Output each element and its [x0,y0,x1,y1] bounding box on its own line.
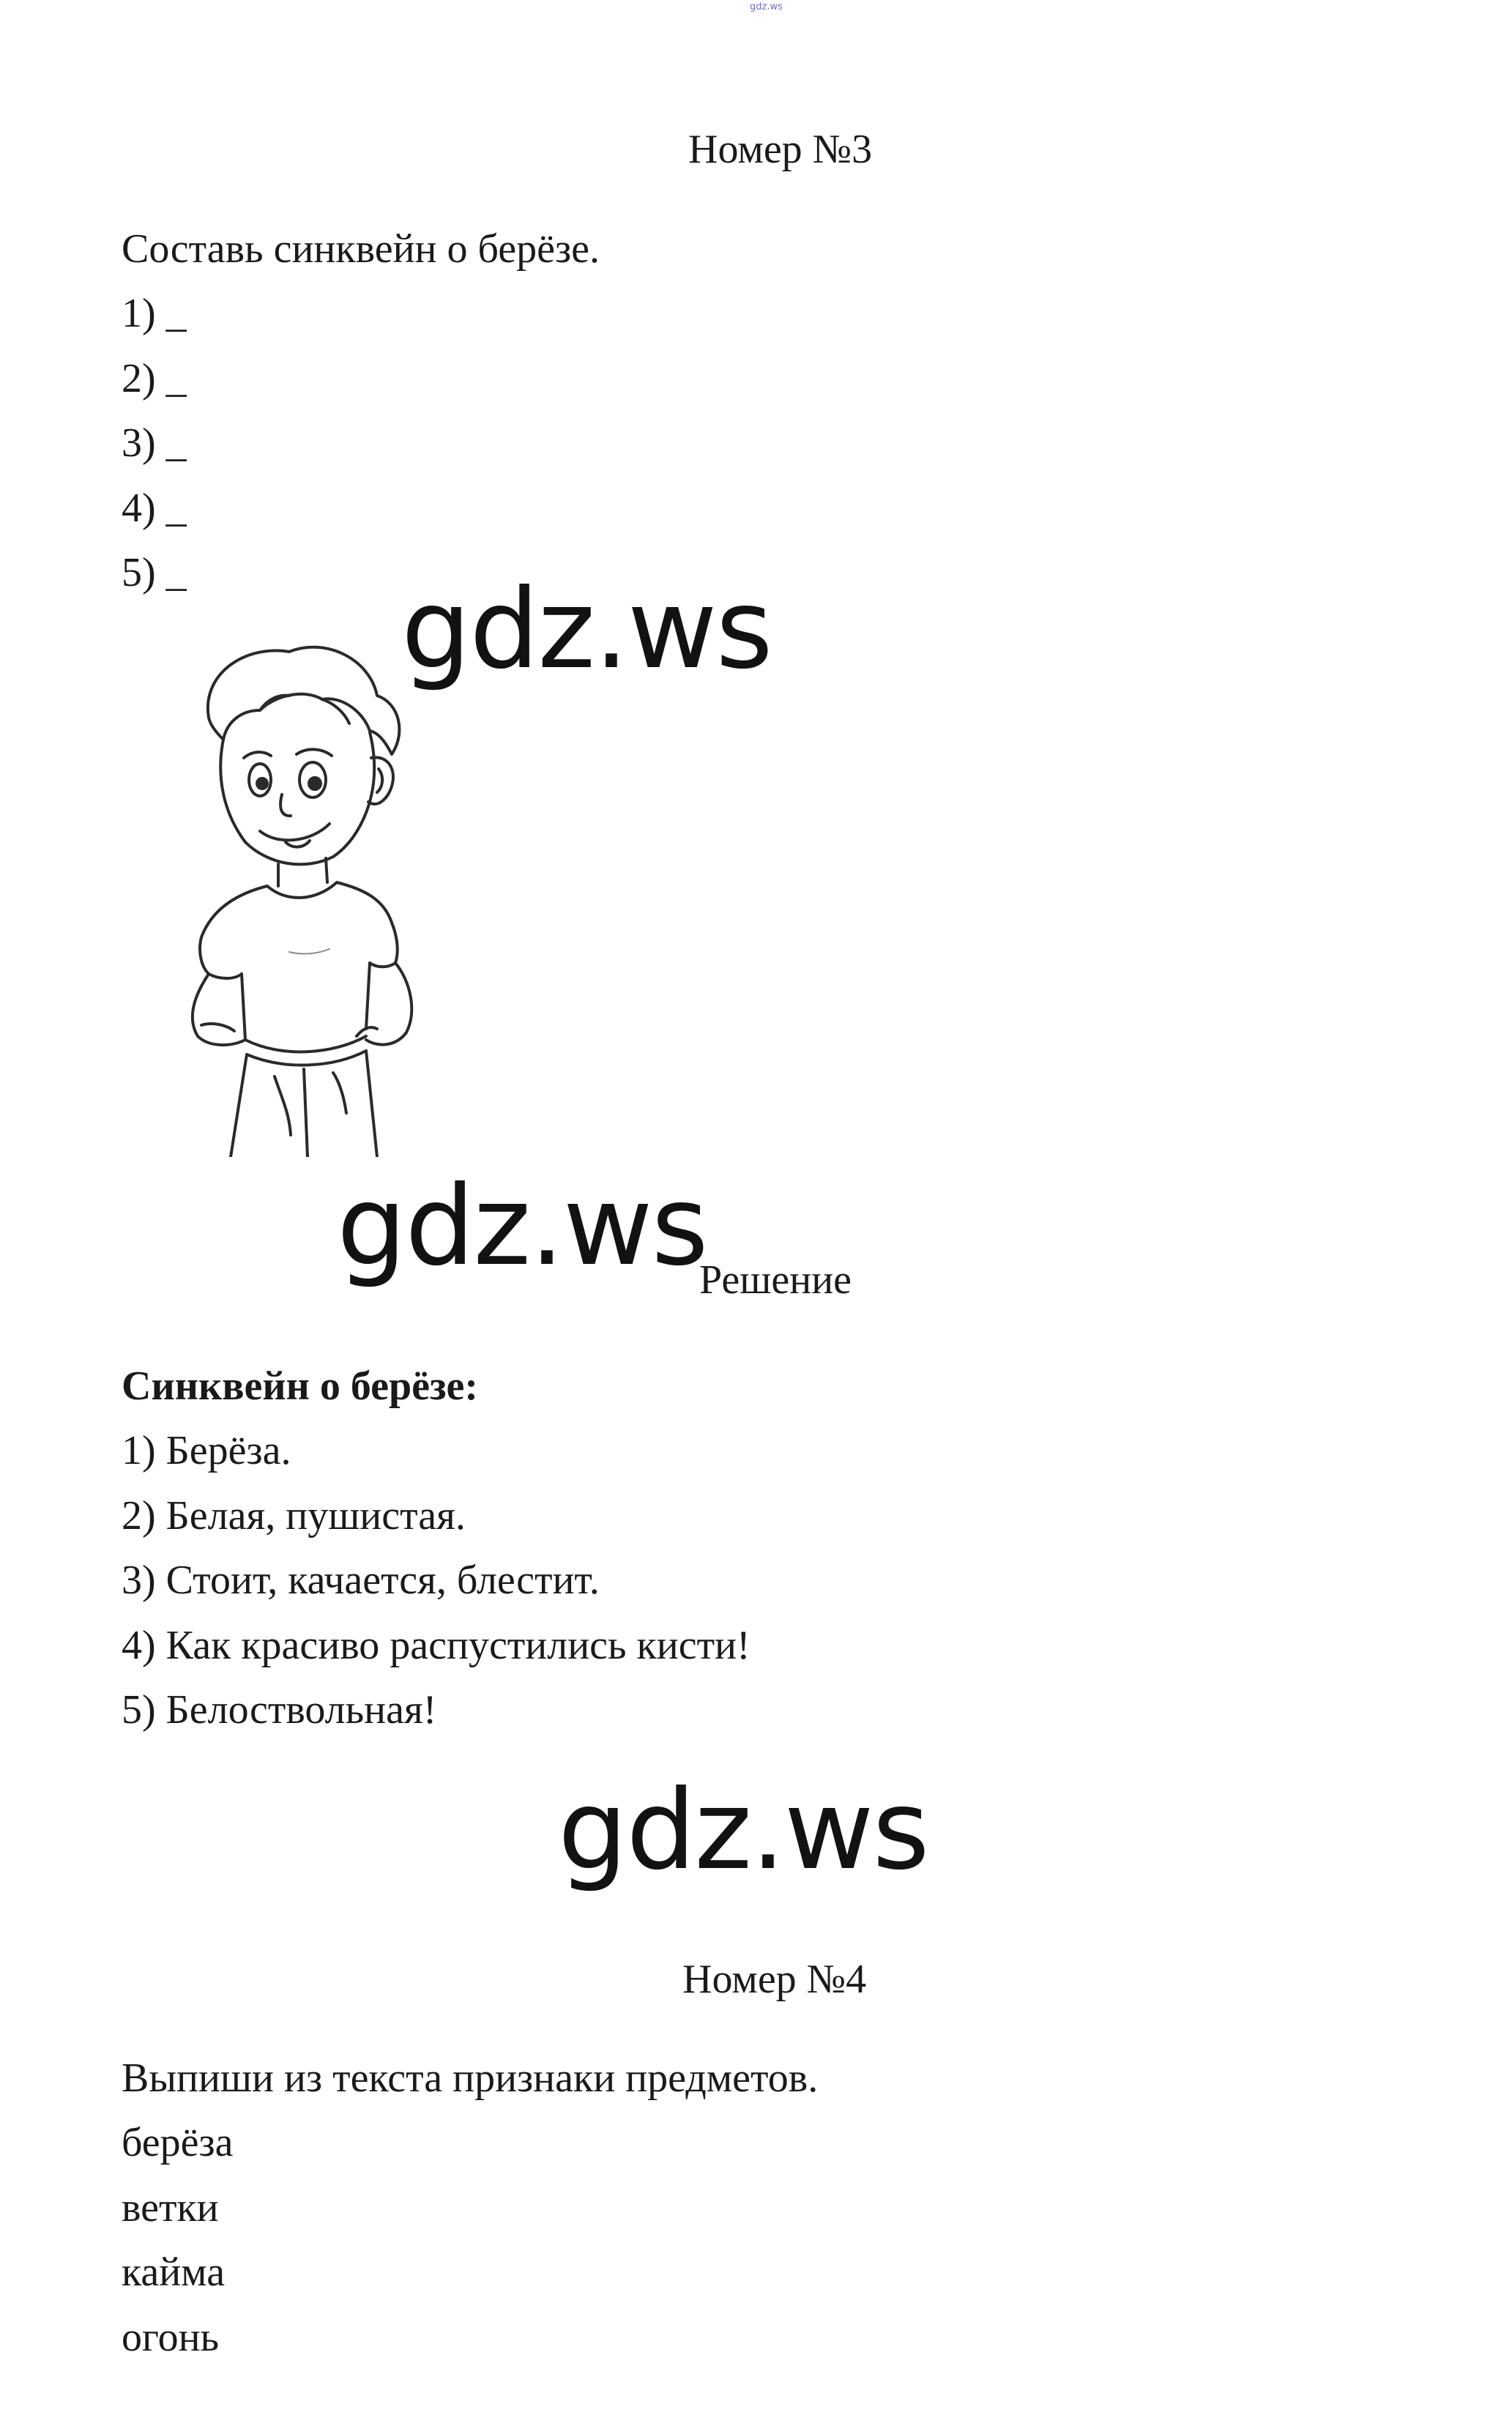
watermark-1: gdz.ws [401,566,772,693]
task3-prompt: Составь синквейн о берёзе. [122,226,600,272]
task3-blank-3: 3) _ [122,420,187,466]
task4-heading: Номер №4 [682,1957,867,2002]
solution-line-1: 1) Берёза. [122,1428,291,1473]
solution-line-5: 5) Белоствольная! [122,1687,437,1733]
task3-heading: Номер №3 [688,127,873,172]
watermark-2: gdz.ws [337,1163,707,1290]
solution-title: Синквейн о берёзе: [122,1363,478,1409]
task4-prompt: Выпиши из текста признаки предметов. [122,2055,819,2101]
task3-blank-2: 2) _ [122,356,187,401]
task4-word-1: берёза [122,2120,234,2165]
task3-blank-4: 4) _ [122,485,187,531]
solution-line-3: 3) Стоит, качается, блестит. [122,1558,600,1603]
task3-blank-5: 5) _ [122,550,187,595]
solution-label: Решение [699,1257,852,1303]
task4-word-4: огонь [122,2315,220,2360]
task3-blank-1: 1) _ [122,291,187,336]
solution-line-4: 4) Как красиво распустились кисти! [122,1623,751,1668]
top-watermark: gdz.ws [750,1,783,12]
task4-word-2: ветки [122,2185,219,2230]
solution-line-2: 2) Белая, пушистая. [122,1493,466,1538]
boy-illustration [157,630,465,1157]
watermark-3: gdz.ws [558,1767,928,1894]
task4-word-3: кайма [122,2250,226,2295]
